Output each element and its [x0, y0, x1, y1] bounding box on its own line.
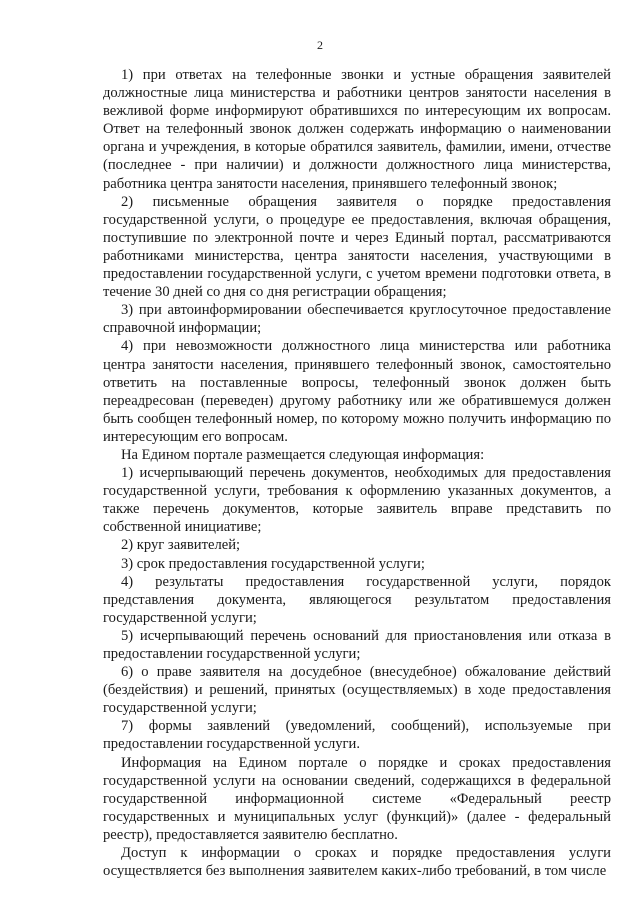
paragraph-phone-inquiries: 1) при ответах на телефонные звонки и устные обращения заявителей должностные лица министерства и работники центров занятости населения в вежливой форме информируют обратившихся по интересующим их вопросам. Ответ на телефонный звонок должен содержать информацию о наименовании органа и учреждения, в которые обратился заявитель, фамилии, имени, отчестве (последнее - при наличии) и должности должностного лица министерства, работника центра занятости населения, принявшего телефонный звонок;	[103, 67, 611, 192]
page-number: 2	[317, 38, 323, 52]
document-body	[103, 66, 611, 880]
paragraph-access-info: Доступ к информации о сроках и порядке предоставления услуги осуществляется без выполнения заявителем каких-либо требований, в том числе	[103, 845, 611, 880]
list-item-applicants: 2) круг заявителей;	[121, 537, 241, 554]
paragraph-autoinforming: 3) при автоинформировании обеспечивается круглосуточное предоставление справочной информации;	[103, 302, 611, 337]
paragraph-portal-info-free: Информация на Едином портале о порядке и сроках предоставления государственной услуги на основании сведений, содержащихся в федеральной государственной информационной системе «Федеральный реестр государственных и муниципальных услуг (функций)» (далее - федеральный реестр), предоставляется заявителю бесплатно.	[103, 754, 611, 843]
paragraph-portal-intro: На Едином портале размещается следующая информация:	[121, 446, 485, 463]
list-item-term: 3) срок предоставления государственной услуги;	[121, 555, 425, 572]
list-item-refusal-grounds: 5) исчерпывающий перечень оснований для приостановления или отказа в предоставлении государственной услуги;	[103, 627, 611, 662]
paragraph-call-redirect: 4) при невозможности должностного лица министерства или работника центра занятости населения, принявшего телефонный звонок, самостоятельно ответить на поставленные вопросы, телефонный звонок должен быть переадресован (переведен) другому работнику или же обратившемуся должен быть сообщен телефонный номер, по которому можно получить информацию по интересующим его вопросам.	[103, 338, 611, 445]
list-item-forms: 7) формы заявлений (уведомлений, сообщений), используемые при предоставлении государственной услуги.	[103, 718, 611, 753]
paragraph-written-inquiries: 2) письменные обращения заявителя о порядке предоставления государственной услуги, о процедуре ее предоставления, включая обращения, поступившие по электронной почте и через Единый портал, рассматриваются работниками министерства, центра занятости населения, участвующими в предоставлении государственной услуги, с учетом времени подготовки ответа, в течение 30 дней со дня со дня регистрации обращения;	[103, 193, 611, 301]
list-item-results: 4) результаты предоставления государственной услуги, порядок представления документа, являющегося результатом предоставления государственной услуги;	[103, 573, 611, 626]
list-item-appeal-right: 6) о праве заявителя на досудебное (внесудебное) обжалование действий (бездействия) и решений, принятых (осуществляемых) в ходе предоставления государственной услуги;	[103, 664, 611, 717]
list-item-documents: 1) исчерпывающий перечень документов, необходимых для предоставления государственной услуги, требования к оформлению указанных документов, а также перечень документов, которые заявитель вправе представить по собственной инициативе;	[103, 465, 611, 536]
